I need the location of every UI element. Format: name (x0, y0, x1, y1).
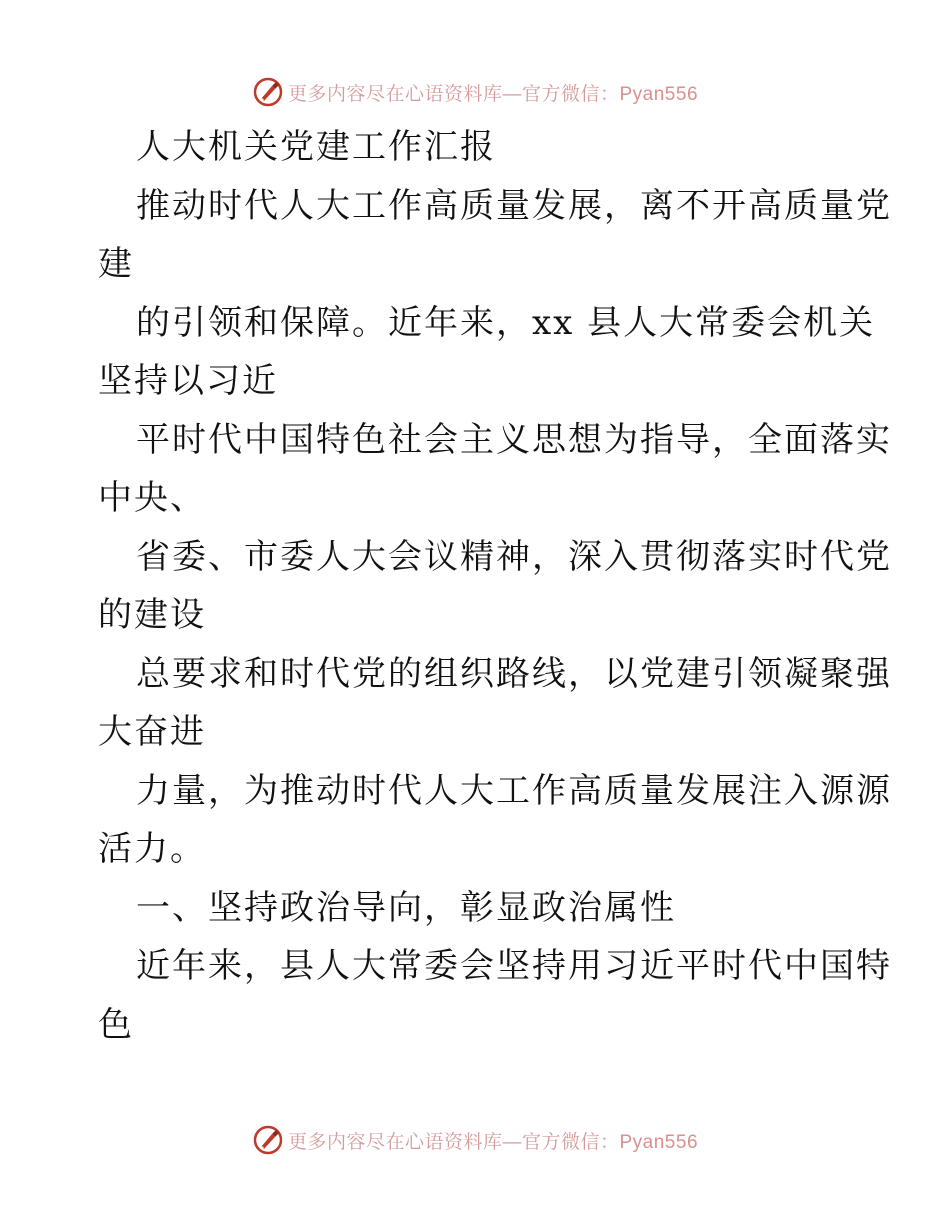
paragraph-line: 的引领和保障。近年来，xx 县人大常委会机关 (136, 302, 876, 343)
paragraph-line: 平时代中国特色社会主义思想为指导，全面落实 (136, 419, 892, 460)
paragraph-line: 建 (98, 244, 134, 284)
paragraph-line: 大奋进 (98, 712, 206, 752)
paragraph-line: 力量，为推动时代人大工作高质量发展注入源源 (136, 770, 892, 811)
watermark-wechat-id: Pyan556 (619, 83, 699, 105)
paragraph-line: 中央、 (98, 478, 206, 518)
watermark-label: 更多内容尽在心语资料库—官方微信： (287, 83, 620, 105)
paragraph-line: 近年来，县人大常委会坚持用习近平时代中国特 (136, 946, 892, 986)
header-watermark (0, 72, 950, 112)
paragraph-line: 坚持以习近 (98, 361, 278, 401)
footer-watermark (0, 1120, 950, 1160)
paragraph-line: 省委、市委人大会议精神，深入贯彻落实时代党 (136, 536, 892, 577)
paragraph-line: 推动时代人大工作高质量发展，离不开高质量党 (136, 185, 892, 226)
document-title: 人大机关党建工作汇报 (136, 127, 496, 167)
paragraph-line: 活力。 (98, 829, 206, 869)
pen-logo-icon (252, 76, 284, 108)
section-heading: 一、坚持政治导向，彰显政治属性 (136, 887, 676, 928)
watermark-text (288, 1127, 698, 1154)
watermark-wechat-id: Pyan556 (619, 1131, 699, 1153)
pen-logo-icon (252, 1124, 284, 1156)
paragraph-line: 总要求和时代党的组织路线，以党建引领凝聚强 (136, 653, 892, 694)
document-body (98, 118, 892, 1054)
paragraph-line: 的建设 (98, 595, 206, 635)
watermark-label: 更多内容尽在心语资料库—官方微信： (287, 1131, 620, 1153)
paragraph-line: 色 (98, 1004, 134, 1045)
watermark-text (288, 79, 698, 106)
